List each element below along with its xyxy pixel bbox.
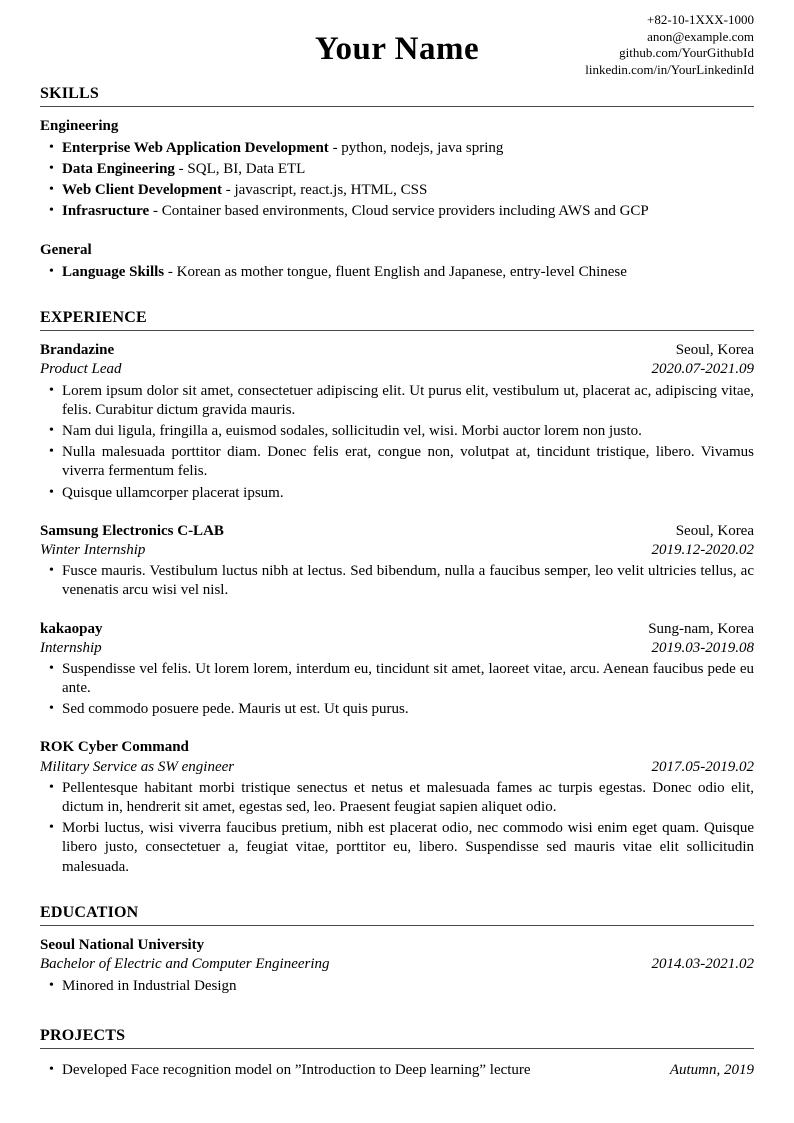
entry-role: Winter Internship — [40, 541, 146, 558]
entry-bullets — [40, 779, 754, 877]
bullet-item: • Minored in Industrial Design — [62, 977, 754, 996]
section-projects — [40, 1026, 754, 1081]
experience-entry-brandazine — [40, 341, 754, 503]
bullet-item: • Lorem ipsum dolor sit amet, consectetuer adipiscing elit. Ut purus elit, vestibulum ut, placerat ac, adipiscing vitae, felis. Curabitur dictum gravida mauris. — [62, 382, 754, 420]
skill-group-engineering — [40, 117, 754, 221]
experience-entry-kakaopay — [40, 620, 754, 720]
entry-location: Seoul, Korea — [675, 522, 754, 539]
education-entry-snu — [40, 936, 754, 996]
entry-dates: 2019.12-2020.02 — [651, 541, 754, 558]
experience-entry-rok-cyber-command — [40, 738, 754, 876]
entry-dates: 2017.05-2019.02 — [651, 758, 754, 775]
bullet-item: • Nam dui ligula, fringilla a, euismod sodales, sollicitudin vel, wisi. Morbi auctor lorem non justo. — [62, 422, 754, 441]
bullet-item: • Fusce mauris. Vestibulum luctus nibh at lectus. Sed bibendum, nulla a faucibus semper, leo velit ultricies tellus, ac venenatis arcu wisi vel nisl. — [62, 562, 754, 600]
entry-bullets — [40, 562, 754, 600]
section-title-experience: EXPERIENCE — [40, 308, 754, 331]
bullet-item: • Nulla malesuada porttitor diam. Donec felis erat, congue non, volutpat at, tincidunt tristique, libero. Vivamus viverra fermentum felis. — [62, 443, 754, 481]
entry-org: Seoul National University — [40, 937, 205, 954]
skill-group-general — [40, 241, 754, 281]
entry-bullets — [40, 382, 754, 503]
skill-item: • Web Client Development - javascript, react.js, HTML, CSS — [62, 181, 754, 200]
section-title-projects: PROJECTS — [40, 1026, 754, 1049]
contact-email: anon@example.com — [647, 28, 754, 44]
skill-list — [40, 139, 754, 222]
entry-role: Internship — [40, 639, 102, 656]
bullet-item: • Suspendisse vel felis. Ut lorem lorem, interdum eu, tincidunt sit amet, laoreet vitae, arcu. Aenean faucibus pede eu ante. — [62, 660, 754, 698]
contact-phone: +82-10-1XXX-1000 — [647, 12, 754, 27]
entry-org: kakaopay — [40, 620, 103, 637]
entry-org: Samsung Electronics C-LAB — [40, 522, 224, 539]
entry-role: Military Service as SW engineer — [40, 758, 235, 775]
project-list — [40, 1061, 754, 1080]
section-experience — [40, 308, 754, 877]
person-name: Your Name — [314, 31, 480, 67]
bullet-item: • Sed commodo posuere pede. Mauris ut est. Ut quis purus. — [62, 700, 754, 719]
section-skills — [40, 84, 754, 282]
entry-bullets — [40, 977, 754, 996]
entry-dates: 2014.03-2021.02 — [651, 956, 754, 973]
skill-item: • Language Skills - Korean as mother tongue, fluent English and Japanese, entry-level Chinese — [62, 263, 754, 282]
section-title-education: EDUCATION — [40, 903, 754, 926]
skill-item: • Enterprise Web Application Development - python, nodejs, java spring — [62, 139, 754, 158]
skill-list — [40, 263, 754, 282]
entry-location: Seoul, Korea — [675, 342, 754, 359]
skill-item: • Infrasructure - Container based environments, Cloud service providers including AWS and GCP — [62, 202, 754, 221]
contact-github: github.com/YourGithubId — [619, 45, 754, 60]
bullet-item: • Morbi luctus, wisi viverra faucibus pretium, nibh est placerat odio, nec commodo wisi enim eget quam. Quisque libero justo, consectetuer a, feugiat vitae, porttitor eu, libero. Suspendisse sed mauris vitae elit sollicitudin malesuada. — [62, 819, 754, 877]
experience-entry-samsung — [40, 522, 754, 601]
entry-role: Bachelor of Electric and Computer Engineering — [40, 956, 330, 973]
skill-item: • Data Engineering - SQL, BI, Data ETL — [62, 160, 754, 179]
project-date: Autumn, 2019 — [669, 1062, 754, 1079]
entry-location: Sung-nam, Korea — [648, 620, 754, 637]
entry-org: Brandazine — [40, 342, 115, 359]
skill-group-heading: General — [40, 242, 92, 259]
section-education — [40, 903, 754, 996]
entry-role: Product Lead — [40, 361, 122, 378]
contact-block — [585, 12, 754, 78]
skill-group-heading: Engineering — [40, 118, 119, 135]
entry-bullets — [40, 660, 754, 720]
bullet-item: • Quisque ullamcorper placerat ipsum. — [62, 484, 754, 503]
entry-dates: 2019.03-2019.08 — [651, 639, 754, 656]
project-item — [62, 1061, 754, 1080]
entry-dates: 2020.07-2021.09 — [651, 361, 754, 378]
entry-org: ROK Cyber Command — [40, 739, 189, 756]
contact-linkedin: linkedin.com/in/YourLinkedinId — [585, 61, 754, 77]
project-text: • Developed Face recognition model on ”Introduction to Deep learning” lecture — [62, 1062, 531, 1079]
resume-header — [40, 12, 754, 82]
bullet-item: • Pellentesque habitant morbi tristique senectus et netus et malesuada fames ac turpis egestas. Donec odio elit, dictum in, hendrerit sit amet, egestas sed, leo. Praesent feugiat sapien aliquet odio. — [62, 779, 754, 817]
section-title-skills: SKILLS — [40, 84, 754, 107]
